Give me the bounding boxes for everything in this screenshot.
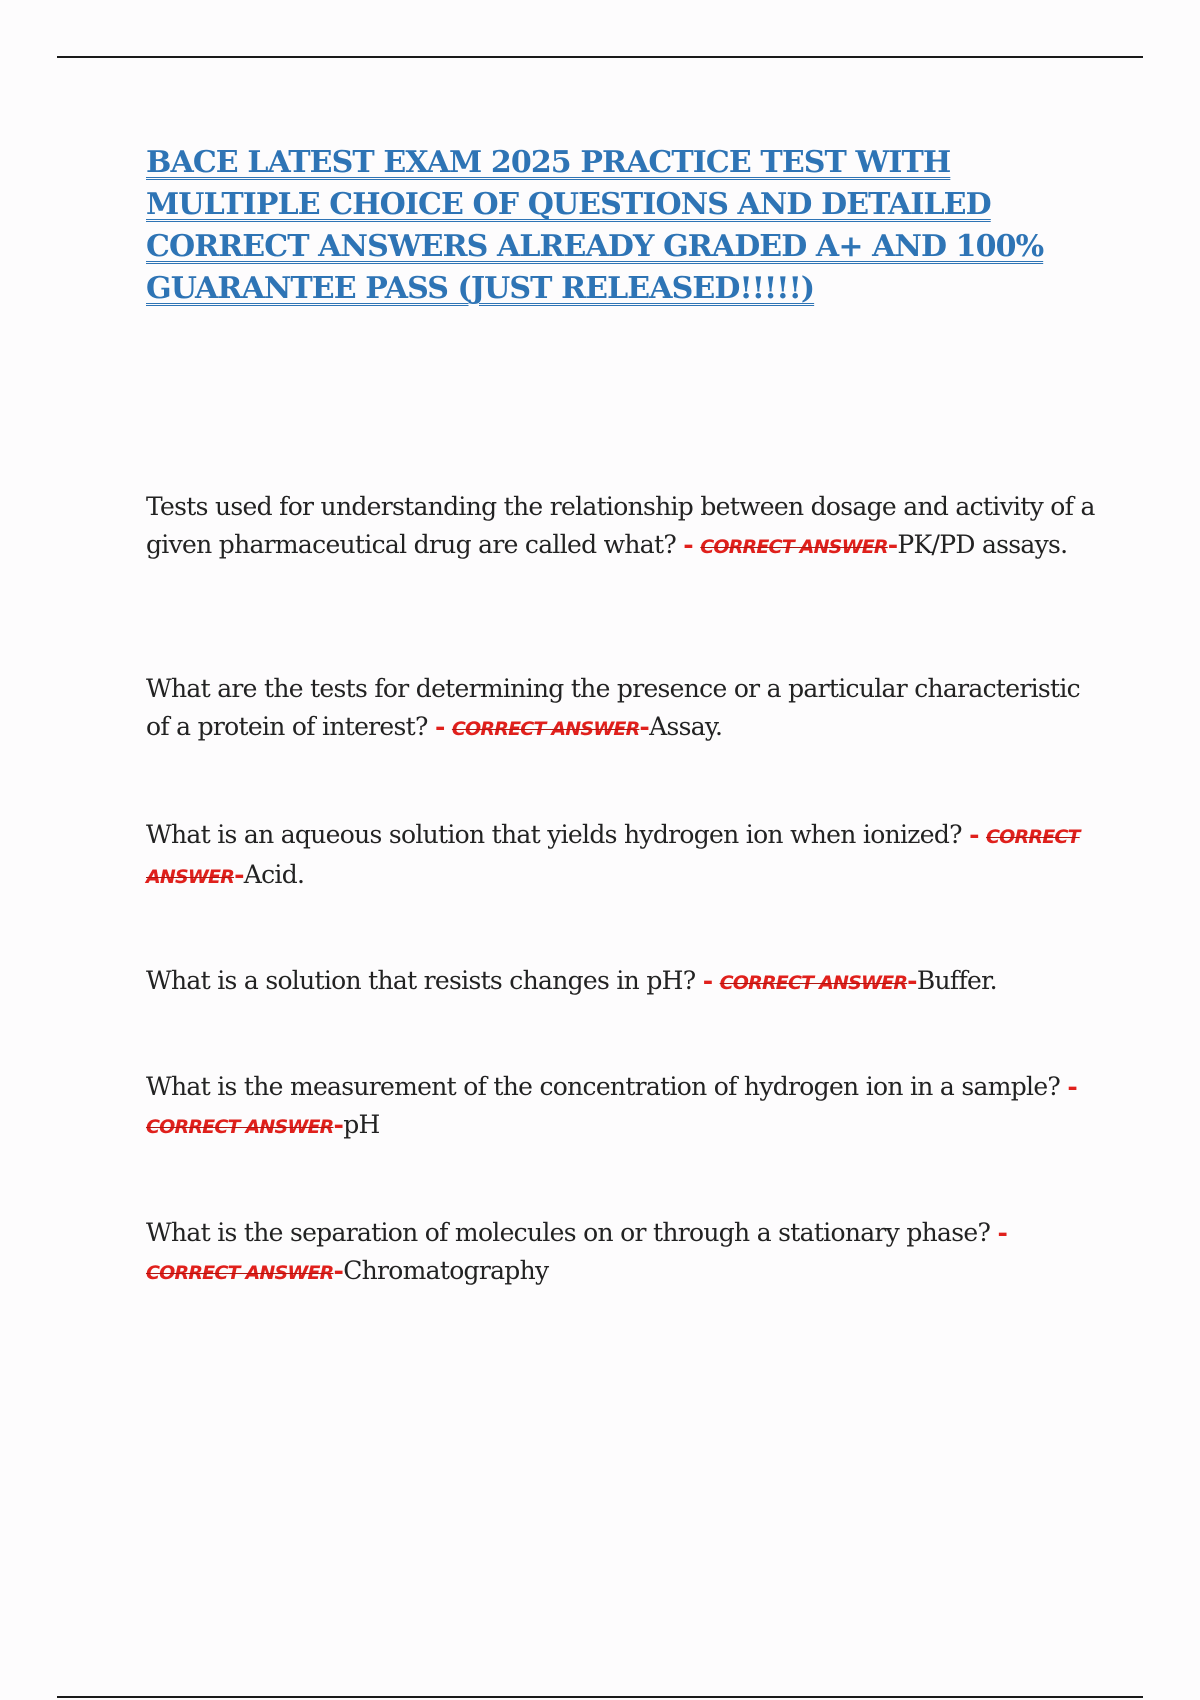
answer-separator: - <box>683 530 693 559</box>
question-text: What is the separation of molecules on or through a stationary phase? <box>146 1218 991 1247</box>
answer-separator: - <box>639 712 650 741</box>
answer-separator: - <box>969 820 979 849</box>
answer-separator: - <box>702 966 713 995</box>
answer-separator: - <box>333 1110 344 1139</box>
correct-answer-marker: CORRECT ANSWER <box>700 536 888 558</box>
correct-answer-marker: CORRECT ANSWER <box>719 972 908 994</box>
qa-item-3 <box>146 816 1106 896</box>
answer-text: PK/PD assays. <box>897 530 1068 559</box>
correct-answer-marker: CORRECT ANSWER <box>146 1262 334 1284</box>
question-text: What is an aqueous solution that yields hydrogen ion when ionized? <box>146 820 962 849</box>
answer-separator: - <box>887 530 898 559</box>
question-text: What are the tests for determining the presence or a particular characteristic of a protein of interest? <box>146 674 1080 741</box>
qa-item-2 <box>146 670 1106 748</box>
qa-item-5 <box>146 1068 1106 1146</box>
answer-separator: - <box>434 712 445 741</box>
correct-answer-marker: CORRECT ANSWER <box>146 1116 334 1138</box>
answer-text: Buffer. <box>916 966 997 995</box>
qa-item-1 <box>146 488 1106 566</box>
header-rule <box>57 56 1143 58</box>
question-text: What is a solution that resists changes in pH? <box>146 966 696 995</box>
correct-answer-marker: CORRECT ANSWER <box>451 718 640 740</box>
document-title: BACE LATEST EXAM 2025 PRACTICE TEST WITH MULTIPLE CHOICE OF QUESTIONS AND DETAILED CORRECT ANSWERS ALREADY GRADED A+ AND 100% GUARANTEE PASS (JUST RELEASED!!!!!) <box>146 145 1044 306</box>
question-text: Tests used for understanding the relationship between dosage and activity of a given pharmaceutical drug are called what? <box>146 492 1095 559</box>
answer-separator: - <box>234 860 244 889</box>
answer-text: Chromatography <box>343 1256 549 1285</box>
answer-text: Acid. <box>243 860 305 889</box>
answer-separator: - <box>333 1256 344 1285</box>
qa-item-4 <box>146 962 1106 1002</box>
answer-separator: - <box>1067 1072 1078 1101</box>
footer-rule <box>57 1696 1143 1698</box>
correct-answer-marker: CORRECT ANSWER <box>146 826 1080 888</box>
answer-separator: - <box>907 966 917 995</box>
answer-text: pH <box>343 1110 380 1139</box>
qa-item-6 <box>146 1214 1106 1292</box>
question-text: What is the measurement of the concentration of hydrogen ion in a sample? <box>146 1072 1061 1101</box>
answer-text: Assay. <box>649 712 723 741</box>
answer-separator: - <box>997 1218 1008 1247</box>
